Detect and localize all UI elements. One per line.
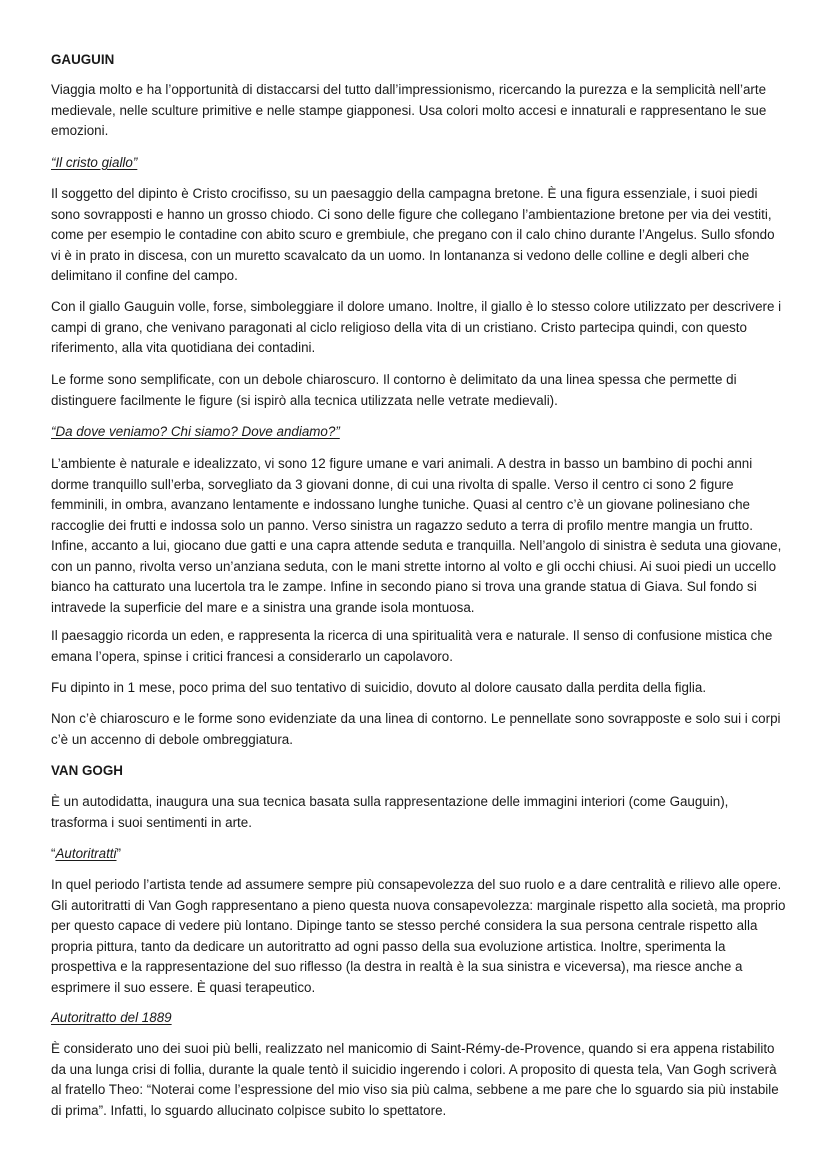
autoritratti-open-quote: “ xyxy=(51,846,56,861)
autoritratti-title xyxy=(51,844,786,865)
autoritratti-close-quote: ” xyxy=(116,846,121,861)
cristo-giallo-title: “Il cristo giallo” xyxy=(51,155,138,170)
cristo-giallo-paragraph-2: Con il giallo Gauguin volle, forse, simboleggiare il dolore umano. Inoltre, il giallo è lo stesso colore utilizzato per descrivere i campi di grano, che venivano paragonati al ciclo religioso della vita di un cristiano. Cristo partecipa quindi, con questo riferimento, alla vita quotidiana dei contadini. xyxy=(51,299,782,355)
cristo-giallo-paragraph-3: Le forme sono semplificate, con un debole chiaroscuro. Il contorno è delimitato da una linea spessa che permette di distinguere facilmente le figure (si ispirò alla tecnica utilizzata nelle vetrate medievali). xyxy=(51,372,737,408)
gauguin-heading: GAUGUIN xyxy=(51,52,115,67)
van-gogh-heading: VAN GOGH xyxy=(51,763,123,778)
autoritratto-1889-title: Autoritratto del 1889 xyxy=(51,1010,172,1025)
da-dove-veniamo-paragraph-3: Fu dipinto in 1 mese, poco prima del suo tentativo di suicidio, dovuto al dolore causato dalla perdita della figlia. xyxy=(51,680,707,695)
autoritratto-1889-paragraph-1: È considerato uno dei suoi più belli, realizzato nel manicomio di Saint-Rémy-de-Provence, quando si era appena ristabilito da una lunga crisi di follia, durante la quale tentò il suicidio ingerendo i colori. A proposito di questa tela, Van Gogh scriverà al fratello Theo: “Noterai come l’espressione del mio viso sia più calma, sebbene a me pare che lo sguardo sia più instabile di prima”. Infatti, lo sguardo allucinato colpisce subito lo spettatore. xyxy=(51,1041,779,1118)
cristo-giallo-paragraph-1: Il soggetto del dipinto è Cristo crocifisso, su un paesaggio della campagna bretone. È una figura essenziale, i suoi piedi sono sovrapposti e hanno un grosso chiodo. Ci sono delle figure che collegano l’ambientazione bretone per via dei vestiti, come per esempio le contadine con abito scuro e grembiule, che pregano con il calo chino durante l’Angelus. Sullo sfondo vi è in prato in discesa, con un muretto scavalcato da un uomo. In lontananza si vedono delle colline e degli alberi che delimitano il confine del campo. xyxy=(51,186,775,283)
da-dove-veniamo-title: “Da dove veniamo? Chi siamo? Dove andiamo?” xyxy=(51,424,340,439)
gauguin-intro: Viaggia molto e ha l’opportunità di distaccarsi del tutto dall’impressionismo, ricercando la purezza e la semplicità nell’arte medievale, nelle sculture primitive e nelle stampe giapponesi. Usa colori molto accesi e innaturali e rappresentano le sue emozioni. xyxy=(51,82,767,138)
van-gogh-intro: È un autodidatta, inaugura una sua tecnica basata sulla rappresentazione delle immagini interiori (come Gauguin), trasforma i suoi sentimenti in arte. xyxy=(51,794,729,830)
autoritratti-paragraph-1: In quel periodo l’artista tende ad assumere sempre più consapevolezza del suo ruolo e a dare centralità e rilievo alle opere. Gli autoritratti di Van Gogh rappresentano a pieno questa nuova consapevolezza: marginale rispetto alla società, ma proprio per questo capace di vedere più lontano. Dipinge tanto se stesso perché considera la sua persona centrale rispetto alla propria pittura, tanto da dedicare un autoritratto ad ogni passo della sua evoluzione artistica. Inoltre, sperimenta la prospettiva e la rappresentazione del suo riflesso (la destra in realtà è la sua sinistra e viceversa), ma riesce anche a esprimere il suo essere. È quasi terapeutico. xyxy=(51,877,786,995)
da-dove-veniamo-paragraph-2: Il paesaggio ricorda un eden, e rappresenta la ricerca di una spiritualità vera e naturale. Il senso di confusione mistica che emana l’opera, spinse i critici francesi a considerarlo un capolavoro. xyxy=(51,628,773,664)
da-dove-veniamo-paragraph-4: Non c’è chiaroscuro e le forme sono evidenziate da una linea di contorno. Le pennellate sono sovrapposte e solo sui i corpi c’è un accenno di debole ombreggiatura. xyxy=(51,711,781,747)
da-dove-veniamo-paragraph-1: L’ambiente è naturale e idealizzato, vi sono 12 figure umane e vari animali. A destra in basso un bambino di pochi anni dorme tranquillo sull’erba, sorvegliato da 3 giovani donne, di cui una rivolta di spalle. Verso il centro ci sono 2 figure femminili, in ombra, avanzano lentamente e indossano lunghe tuniche. Quasi al centro c’è un giovane polinesiano che raccoglie dei frutti e indossa solo un panno. Verso sinistra un ragazzo seduto a terra di profilo mentre mangia un frutto. Infine, accanto a lui, giocano due gatti e una capra attende seduta e tranquilla. Nell’angolo di sinistra è seduta una giovane, con un panno, rivolta verso un’anziana seduta, con le mani strette intorno al volto e gli occhi chiusi. Ai suoi piedi un uccello bianco ha catturato una lucertola tra le zampe. Infine in secondo piano si trova una grande statua di Giava. Sul fondo si intravede la superficie del mare e a sinistra una grande isola montuosa. xyxy=(51,456,782,615)
autoritratti-title-word: Autoritratti xyxy=(55,846,117,861)
